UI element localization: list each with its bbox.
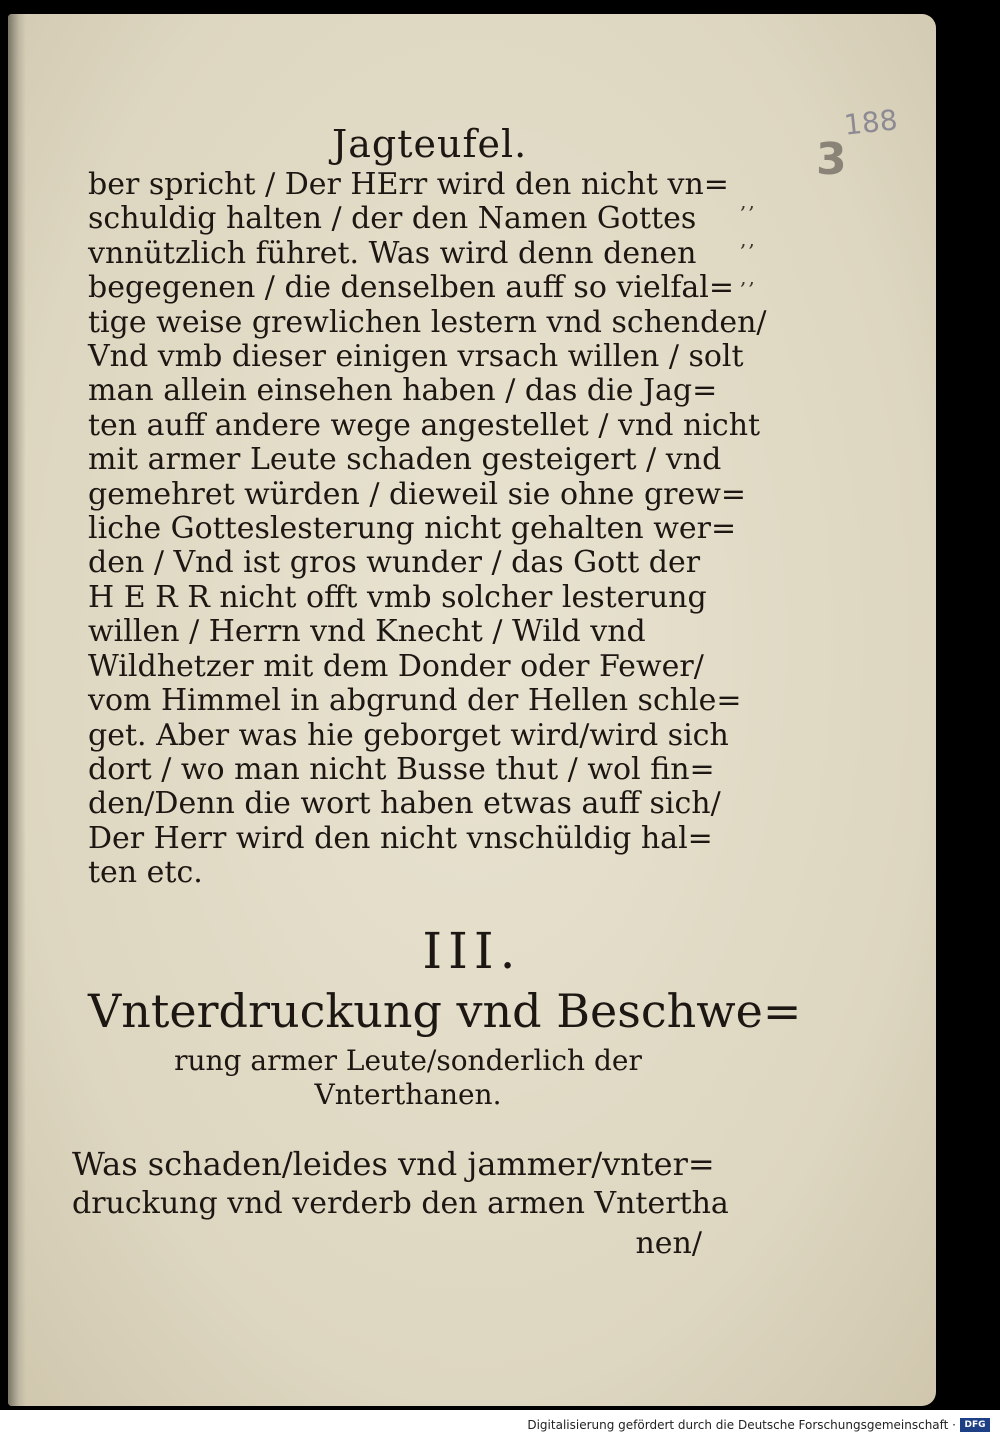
text-line: Wildhetzer mit dem Donder oder Fewer/: [88, 648, 704, 684]
subtitle-line: rung armer Leute/sonderlich der: [174, 1044, 642, 1077]
text-line: willen / Herrn vnd Knecht / Wild vnd: [88, 614, 646, 650]
binding-gutter: [8, 14, 26, 1406]
text-line: den/Denn die wort haben etwas auff sich/: [88, 786, 721, 822]
dfg-logo: DFG: [960, 1418, 990, 1432]
section-title: Vnterdruckung vnd Beschwe=: [88, 984, 802, 1038]
section-number: III.: [422, 922, 522, 980]
quote-mark: ‚‚: [740, 189, 757, 213]
text-line: ber spricht / Der HErr wird den nicht vn=: [88, 167, 729, 202]
text-line: den / Vnd ist gros wunder / das Gott der: [88, 545, 701, 581]
book-page: [8, 14, 936, 1406]
text-line: vnnützlich führet. Was wird denn denen: [88, 235, 697, 271]
text-line: liche Gotteslesterung nicht gehalten wer=: [88, 511, 737, 547]
text-line: ten auff andere wege angestellet / vnd nicht: [88, 407, 761, 443]
quote-mark: ‚‚: [740, 227, 757, 251]
running-head: Jagteufel.: [332, 122, 528, 166]
text-line: ten etc.: [88, 855, 203, 891]
text-line: nen/: [635, 1226, 702, 1261]
text-line: schuldig halten / der den Namen Gottes: [88, 201, 697, 237]
folio-number: 188: [842, 103, 900, 142]
quote-mark: ‚‚: [740, 265, 757, 289]
text-line: mit armer Leute schaden gesteigert / vnd: [88, 442, 722, 478]
text-line: tige weise grewlichen lestern vnd schenden/: [88, 304, 767, 340]
text-line: dort / wo man nicht Busse thut / wol fin=: [88, 751, 715, 787]
funding-notice: Digitalisierung gefördert durch die Deutsche Forschungsgemeinschaft ·: [527, 1418, 956, 1432]
text-line: Vnd vmb dieser einigen vrsach willen / solt: [88, 339, 744, 375]
section-subtitle: [88, 1044, 728, 1112]
text-line: Was schaden/leides vnd jammer/vnter=: [72, 1145, 715, 1183]
text-line: vom Himmel in abgrund der Hellen schle=: [88, 683, 742, 719]
margin-quote-marks: [740, 182, 780, 296]
text-line: H E R R nicht offt vmb solcher lesterung: [88, 579, 707, 615]
section-body: [72, 1144, 732, 1264]
body-paragraph: [88, 167, 767, 891]
text-line: druckung vnd verderb den armen Vntertha: [72, 1186, 729, 1221]
text-line: gemehret würden / dieweil sie ohne grew=: [88, 476, 747, 512]
text-line: get. Aber was hie geborget wird/wird sich: [88, 717, 729, 753]
signature-mark: 3: [816, 134, 847, 185]
text-line: man allein einsehen haben / das die Jag=: [88, 373, 718, 409]
subtitle-line: Vnterthanen.: [314, 1078, 502, 1111]
text-line: begegenen / die denselben auff so vielfal=: [88, 270, 735, 306]
footer-bar: [0, 1410, 1000, 1440]
text-line: Der Herr wird den nicht vnschüldig hal=: [88, 820, 713, 856]
